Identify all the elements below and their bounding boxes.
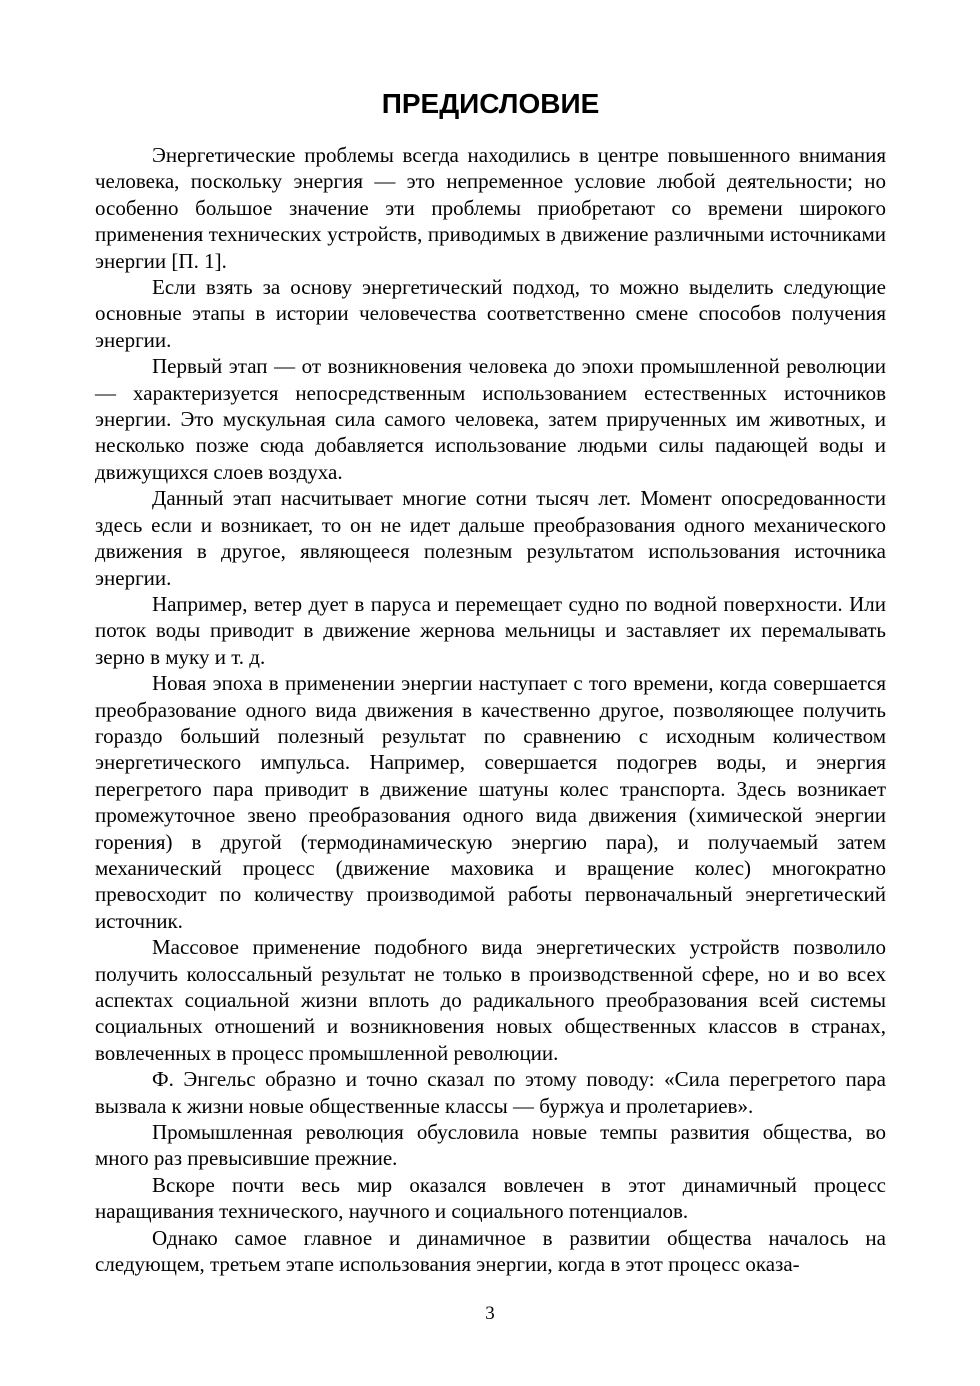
paragraph: Массовое применение подобного вида энергетических устройств позволило получить колоссальный результат не только в производственной сфере, но и во всех аспектах социальной жизни вплоть до радикального преобразования всей системы социальных отношений и возникновения новых общественных классов в странах, вовлеченных в процесс промышленной революции. xyxy=(95,935,886,1065)
paragraph: Данный этап насчитывает многие сотни тысяч лет. Момент опосредованности здесь если и возникает, то он не идет дальше преобразования одного механического движения в другое, являющееся полезным результатом использования источника энергии. xyxy=(95,486,886,590)
paragraph: Вскоре почти весь мир оказался вовлечен в этот динамичный процесс наращивания технического, научного и социального потенциалов. xyxy=(95,1172,886,1224)
body-text xyxy=(95,142,886,1277)
page-number: 3 xyxy=(485,1303,495,1324)
paragraph: Энергетические проблемы всегда находились в центре повышенного внимания человека, поскольку энергия — это непременное условие любой деятельности; но особенно большое значение эти проблемы приобретают со времени широкого применения технических устройств, приводимых в движение различными источниками энергии [П. 1]. xyxy=(95,143,886,273)
paragraph: Первый этап — от возникновения человека до эпохи промышленной революции — характеризуется непосредственным использованием естественных источников энергии. Это мускульная сила самого человека, затем прирученных им животных, и несколько позже сюда добавляется использование людьми силы падающей воды и движущихся слоев воздуха. xyxy=(95,354,886,484)
paragraph: Если взять за основу энергетический подход, то можно выделить следующие основные этапы в истории человечества соответственно смене способов получения энергии. xyxy=(95,275,886,352)
page-title: ПРЕДИСЛОВИЕ xyxy=(381,88,600,119)
paragraph: Однако самое главное и динамичное в развитии общества началось на следующем, третьем этапе использования энергии, когда в этот процесс оказа- xyxy=(95,1225,886,1277)
paragraph: Промышленная революция обусловила новые темпы развития общества, во много раз превысившие прежние. xyxy=(95,1120,886,1171)
document-page xyxy=(95,88,886,1277)
paragraph: Например, ветер дует в паруса и перемещает судно по водной поверхности. Или поток воды приводит в движение жернова мельницы и заставляет их перемалывать зерно в муку и т. д. xyxy=(95,591,886,669)
paragraph: Новая эпоха в применении энергии наступает с того времени, когда совершается преобразование одного вида движения в качественно другое, позволяющее получить гораздо больший полезный результат по сравнению с исходным количеством энергетического импульса. Например, совершается подогрев воды, и энергия перегретого пара приводит в движение шатуны колес транспорта. Здесь возникает промежуточное звено преобразования одного вида движения (химической энергии горения) в другой (термодинамическую энергию пара), и получаемый затем механический процесс (движение маховика и вращение колес) многократно превосходит по количеству производимой работы первоначальный энергетический источник. xyxy=(95,671,886,933)
paragraph: Ф. Энгельс образно и точно сказал по этому поводу: «Сила перегретого пара вызвала к жизни новые общественные классы — буржуа и пролетариев». xyxy=(95,1067,886,1118)
